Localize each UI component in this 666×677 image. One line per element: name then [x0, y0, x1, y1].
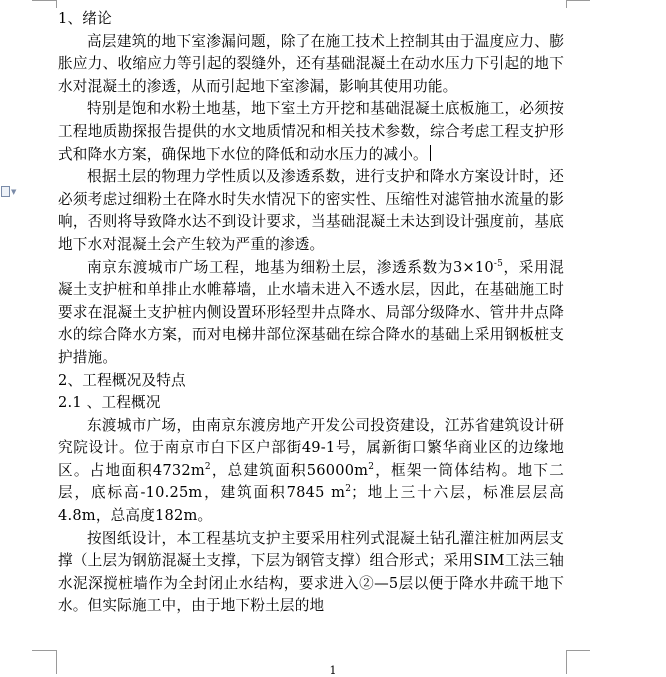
paragraph: 按图纸设计，本工程基坑支护主要采用柱列式混凝土钻孔灌注桩加两层支撑（上层为钢筋混凝土支撑，下层为钢管支撑）组合形式；采用SIM工法三轴水泥深搅桩墙作为全封闭止水结构，要求进入②—5层以便于降水井疏干地下水。但实际施工中，由于地下粉土层的地 — [58, 529, 564, 615]
paragraph-superscript — [58, 257, 564, 370]
superscript: -5 — [493, 258, 503, 269]
margin-corner-top-left — [32, 0, 56, 1]
paragraph-area — [58, 415, 564, 528]
text-run: 东渡城市广场，由南京东渡房地产开发公司投资建设，江苏省建筑设计研究院设计。位于南京市白下区户部街49-1号，属新街口繁华商业区的边缘地区。占地面积4732m — [58, 416, 564, 479]
margin-corner-bottom-right — [566, 650, 590, 651]
paragraph: 高层建筑的地下室渗漏问题，除了在施工技术上控制其由于温度应力、膨胀应力、收缩应力等引起的裂缝外，还有基础混凝土在动水压力下引起的地下水对混凝土的渗透，从而引起地下室渗漏，影响其使用功能。 — [58, 32, 564, 95]
paragraph-options-icon[interactable]: ▼ — [0, 186, 14, 198]
margin-corner-bottom-left — [32, 650, 56, 651]
text-cursor — [430, 145, 431, 161]
text-run: ；地上三十六层，标准层层高4.8m，总高度182m。 — [58, 484, 564, 525]
superscript: 2 — [204, 461, 211, 472]
text-run: 南京东渡城市广场工程，地基为细粉土层，渗透系数为3×10 — [87, 258, 494, 276]
margin-corner-top-left-v — [56, 0, 57, 8]
paragraph-with-cursor[interactable] — [58, 98, 564, 166]
heading-introduction: 1、绪论 — [58, 10, 112, 27]
superscript: 2 — [345, 484, 352, 495]
paragraph: 根据土层的物理力学性质以及渗透系数，进行支护和降水方案设计时，还必须考虑过细粉土在降水时失水情况下的密实性、压缩性对滤管抽水流量的影响，否则将导致降水达不到设计要求，当基础混凝土未达到设计强度前，基底地下水对混凝土会产生较为严重的渗透。 — [58, 168, 564, 253]
text-run: ，框架一筒体结构。地下二层，底标高-10.25m，建筑面积7845 m — [58, 461, 564, 502]
margin-corner-top-right-v — [566, 0, 567, 8]
paragraph-text: 特别是饱和水粉土地基，地下室土方开挖和基础混凝土底板施工，必须按工程地质勘探报告提供的水文地质情况和相关技术参数，综合考虑工程支护形式和降水方案，确保地下水位的降低和动水压力的减小。 — [58, 100, 564, 163]
text-run: ，采用混凝土支护桩和单排止水帷幕墙，止水墙未进入不透水层，因此，在基础施工时要求在混凝土支护桩内侧设置环形轻型井点降水、局部分级降水、管井井点降水的综合降水方案，而对电梯井部位深基础在综合降水的基础上采用钢板桩支护措施。 — [58, 258, 564, 366]
heading-project-overview: 2、工程概况及特点 — [58, 371, 186, 389]
superscript: 2 — [368, 461, 375, 472]
margin-corner-top-right — [566, 0, 590, 1]
text-run: ，总建筑面积56000m — [210, 461, 369, 479]
heading-subsection: 2.1 、工程概况 — [58, 394, 161, 412]
document-body[interactable] — [58, 8, 564, 618]
page-number: 1 — [329, 664, 337, 677]
